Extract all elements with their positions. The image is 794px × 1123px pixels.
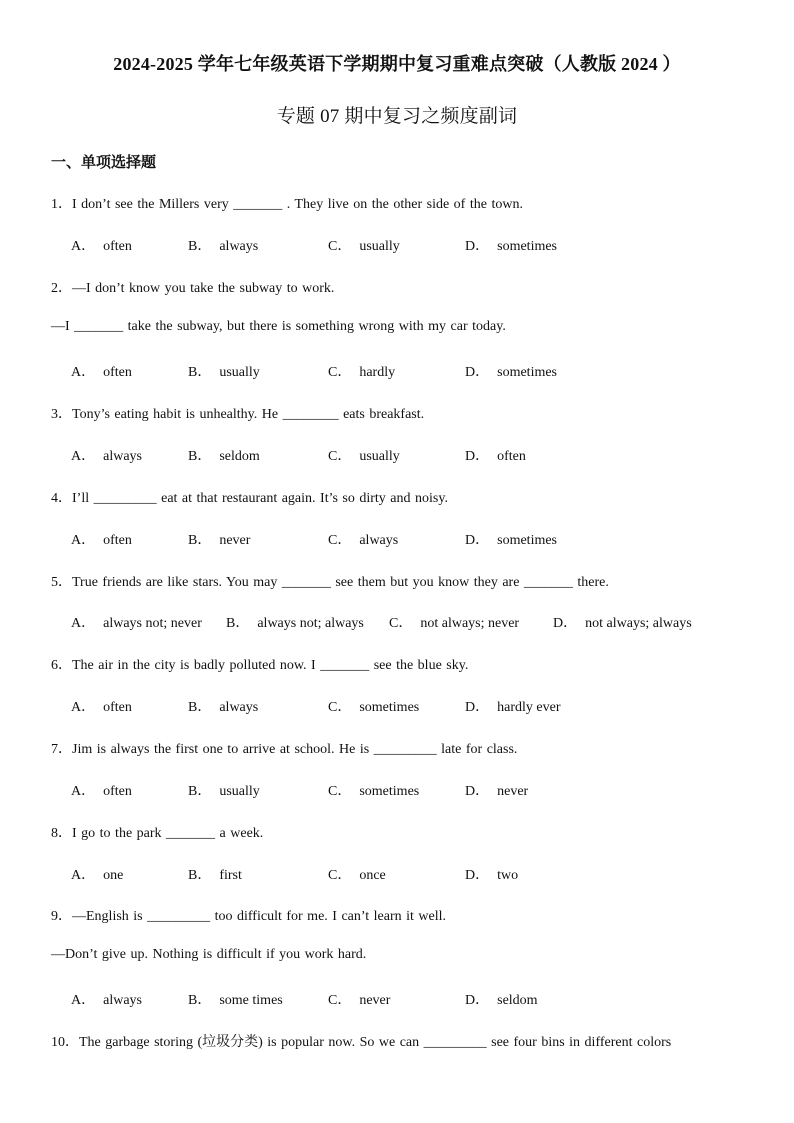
option-label: C．	[328, 784, 352, 799]
option-b[interactable]	[188, 235, 258, 255]
option-label: C．	[328, 993, 352, 1008]
option-b[interactable]	[188, 780, 260, 800]
option-label: C．	[328, 239, 352, 254]
option-a[interactable]	[71, 445, 142, 465]
option-label: A．	[71, 239, 96, 254]
option-label: A．	[71, 449, 96, 464]
option-d[interactable]	[465, 445, 526, 465]
option-c[interactable]	[328, 445, 400, 465]
question-stem: 5．True friends are like stars. You may _______ see them but you know they are _______ there.	[51, 575, 609, 590]
option-text: always	[219, 700, 259, 715]
option-a[interactable]	[71, 612, 202, 632]
option-text: sometimes	[359, 700, 420, 715]
option-text: always not; never	[103, 616, 202, 631]
question-dialogue-line: —I _______ take the subway, but there is something wrong with my car today.	[51, 319, 506, 334]
option-b[interactable]	[188, 864, 242, 884]
option-label: C．	[328, 700, 352, 715]
option-c[interactable]	[328, 696, 419, 716]
option-c[interactable]	[328, 864, 386, 884]
option-label: D．	[553, 616, 578, 631]
option-d[interactable]	[553, 612, 692, 632]
option-a[interactable]	[71, 361, 132, 381]
option-text: usually	[219, 365, 260, 380]
option-label: C．	[328, 449, 352, 464]
option-label: B．	[188, 700, 212, 715]
option-text: often	[103, 365, 132, 380]
option-label: B．	[188, 868, 212, 883]
option-text: some times	[219, 993, 283, 1008]
option-d[interactable]	[465, 361, 557, 381]
option-a[interactable]	[71, 529, 132, 549]
question-stem: 6．The air in the city is badly polluted now. I _______ see the blue sky.	[51, 658, 469, 673]
option-b[interactable]	[226, 612, 364, 632]
question-stem: 2．—I don’t know you take the subway to work.	[51, 281, 335, 296]
option-text: often	[103, 239, 132, 254]
option-label: D．	[465, 868, 490, 883]
option-text: seldom	[219, 449, 260, 464]
option-a[interactable]	[71, 235, 132, 255]
option-text: often	[103, 700, 132, 715]
option-b[interactable]	[188, 529, 250, 549]
option-text: usually	[359, 239, 400, 254]
option-label: A．	[71, 700, 96, 715]
option-a[interactable]	[71, 780, 132, 800]
option-text: first	[219, 868, 242, 883]
option-label: D．	[465, 784, 490, 799]
option-text: two	[497, 868, 519, 883]
option-text: usually	[359, 449, 400, 464]
option-label: A．	[71, 993, 96, 1008]
question-stem: 7．Jim is always the first one to arrive at school. He is _________ late for class.	[51, 742, 518, 757]
option-label: A．	[71, 616, 96, 631]
option-label: A．	[71, 868, 96, 883]
option-a[interactable]	[71, 989, 142, 1009]
option-d[interactable]	[465, 529, 557, 549]
option-text: once	[359, 868, 386, 883]
option-label: C．	[328, 365, 352, 380]
option-label: C．	[389, 616, 413, 631]
option-d[interactable]	[465, 864, 518, 884]
option-text: hardly	[359, 365, 396, 380]
option-text: always	[103, 449, 143, 464]
question-stem: 9．—English is _________ too difficult for me. I can’t learn it well.	[51, 909, 447, 924]
option-text: not always; never	[420, 616, 520, 631]
option-b[interactable]	[188, 989, 283, 1009]
option-text: sometimes	[497, 365, 558, 380]
option-label: B．	[188, 784, 212, 799]
option-label: B．	[188, 533, 212, 548]
option-c[interactable]	[389, 612, 519, 632]
question-stem: 1．I don’t see the Millers very _______ . They live on the other side of the town.	[51, 197, 523, 212]
option-label: A．	[71, 784, 96, 799]
option-text: hardly ever	[497, 700, 561, 715]
option-text: sometimes	[497, 533, 558, 548]
question-stem: 3．Tony’s eating habit is unhealthy. He ________ eats breakfast.	[51, 407, 425, 422]
option-b[interactable]	[188, 361, 260, 381]
option-text: sometimes	[359, 784, 420, 799]
document-subtitle: 专题 07 期中复习之频度副词	[276, 106, 518, 127]
question-stem: 4．I’ll _________ eat at that restaurant again. It’s so dirty and noisy.	[51, 491, 448, 506]
option-b[interactable]	[188, 696, 258, 716]
option-label: B．	[188, 239, 212, 254]
option-text: not always; always	[585, 616, 692, 631]
option-label: B．	[188, 993, 212, 1008]
document-title: 2024-2025 学年七年级英语下学期期中复习重难点突破（人教版 2024 ）	[113, 54, 681, 74]
option-a[interactable]	[71, 696, 132, 716]
option-label: D．	[465, 365, 490, 380]
option-b[interactable]	[188, 445, 260, 465]
option-c[interactable]	[328, 989, 390, 1009]
option-label: D．	[465, 700, 490, 715]
option-label: B．	[226, 616, 250, 631]
option-label: A．	[71, 533, 96, 548]
option-label: D．	[465, 449, 490, 464]
option-label: B．	[188, 365, 212, 380]
option-c[interactable]	[328, 529, 398, 549]
option-text: usually	[219, 784, 260, 799]
option-label: D．	[465, 993, 490, 1008]
option-d[interactable]	[465, 696, 560, 716]
option-label: C．	[328, 533, 352, 548]
option-d[interactable]	[465, 989, 538, 1009]
option-label: C．	[328, 868, 352, 883]
option-label: D．	[465, 533, 490, 548]
question-stem: 10．The garbage storing (垃圾分类) is popular now. So we can _________ see four bins in different colors	[51, 1035, 672, 1050]
option-text: always	[219, 239, 259, 254]
option-text: often	[103, 533, 132, 548]
option-label: D．	[465, 239, 490, 254]
option-text: never	[359, 993, 391, 1008]
option-text: sometimes	[497, 239, 558, 254]
option-label: A．	[71, 365, 96, 380]
question-stem: 8．I go to the park _______ a week.	[51, 826, 264, 841]
option-d[interactable]	[465, 780, 528, 800]
option-label: B．	[188, 449, 212, 464]
option-text: one	[103, 868, 124, 883]
option-text: never	[497, 784, 529, 799]
option-text: often	[103, 784, 132, 799]
option-text: always not; always	[257, 616, 364, 631]
option-c[interactable]	[328, 361, 395, 381]
option-text: often	[497, 449, 526, 464]
option-text: always	[359, 533, 399, 548]
option-text: always	[103, 993, 143, 1008]
option-text: never	[219, 533, 251, 548]
option-text: seldom	[497, 993, 538, 1008]
question-dialogue-line: —Don’t give up. Nothing is difficult if you work hard.	[51, 947, 367, 962]
option-d[interactable]	[465, 235, 557, 255]
option-a[interactable]	[71, 864, 123, 884]
option-c[interactable]	[328, 780, 419, 800]
option-c[interactable]	[328, 235, 400, 255]
section-heading: 一、单项选择题	[51, 155, 157, 171]
